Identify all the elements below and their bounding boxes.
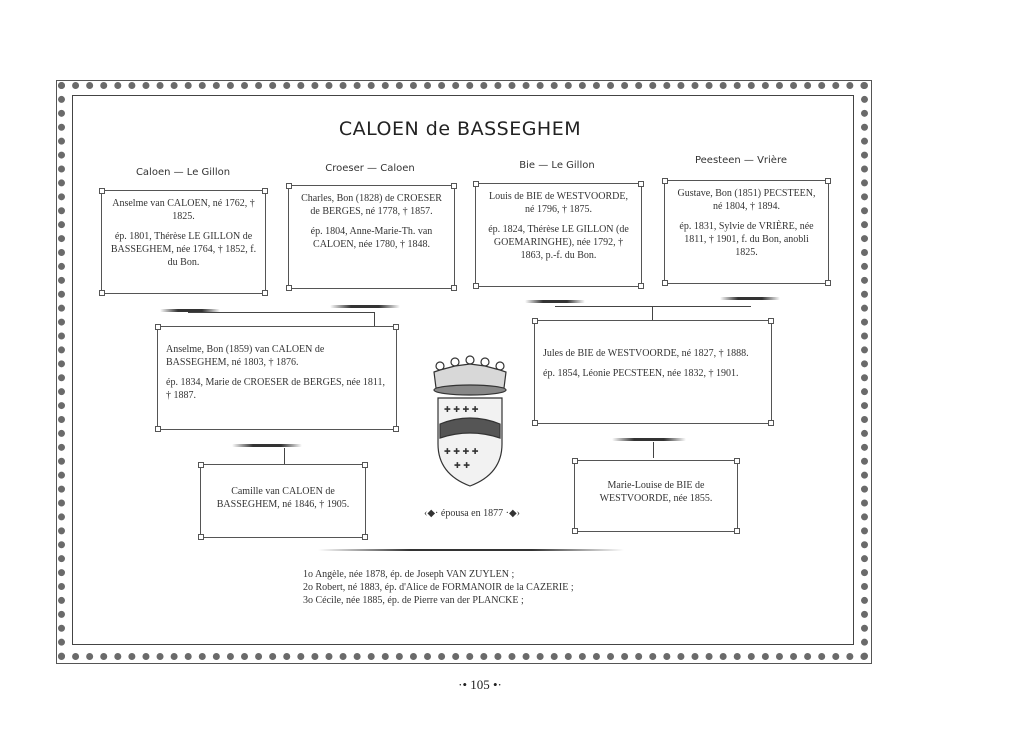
person-text: Louis de BIE de WESTVOORDE, né 1796, † 1875. [489, 191, 628, 215]
marriage-text: ép. 1831, Sylvie de VRIÈRE, née 1811, † 1901, f. du Bon, anobli 1825. [679, 221, 814, 258]
child-1: 1o Angèle, née 1878, ép. de Joseph VAN ZUYLEN ; [303, 569, 515, 580]
connector-line [653, 442, 654, 458]
connector-swoosh [232, 444, 302, 447]
column-heading-2: Croeser — Caloen [325, 163, 415, 174]
marriage-text: ép. 1824, Thérèse LE GILLON (de GOEMARINGHE), née 1792, † 1863, p.-f. du Bon. [488, 224, 629, 261]
connector-swoosh [330, 305, 400, 308]
person-text: Jules de BIE de WESTVOORDE, né 1827, † 1888. [543, 348, 749, 359]
ornament-icon: ·• [458, 677, 467, 692]
page-number [440, 677, 520, 693]
coat-of-arms-icon [420, 352, 520, 492]
connector-line [652, 306, 653, 320]
marriage-text: ép. 1854, Léonie PECSTEEN, née 1832, † 1901. [543, 368, 739, 379]
connector-line [555, 306, 751, 307]
connector-swoosh [720, 297, 780, 300]
connector-line [374, 312, 375, 326]
person-text: Anselme, Bon (1859) van CALOEN de BASSEGHEM, né 1803, † 1876. [166, 344, 325, 368]
page-number-text: 105 [470, 677, 490, 692]
person-box-pecsteen-vriere [664, 180, 829, 284]
marriage-text: ép. 1804, Anne-Marie-Th. van CALOEN, née 1780, † 1848. [310, 226, 433, 250]
svg-text:✚ ✚ ✚ ✚: ✚ ✚ ✚ ✚ [444, 405, 479, 414]
ornament-icon: ·◆› [505, 508, 520, 519]
epousa-text: épousa en 1877 [440, 508, 504, 519]
connector-swoosh [525, 300, 585, 303]
child-3: 3o Cécile, née 1885, ép. de Pierre van der PLANCKE ; [303, 595, 524, 606]
ornament-icon: ‹◆· [424, 508, 439, 519]
person-box-jules-bie [534, 320, 772, 424]
person-box-croeser-caloen [288, 185, 455, 289]
marriage-text: ép. 1801, Thérèse LE GILLON de BASSEGHEM, née 1764, † 1852, f. du Bon. [110, 231, 257, 268]
children-divider [318, 549, 624, 551]
svg-text:✚ ✚: ✚ ✚ [454, 461, 470, 470]
connector-swoosh [612, 438, 686, 441]
connector-line [284, 448, 285, 464]
person-box-camille-caloen [200, 464, 366, 538]
person-box-caloen-gillon [101, 190, 266, 294]
child-2: 2o Robert, né 1883, ép. d'Alice de FORMANOIR de la CAZERIE ; [303, 582, 574, 593]
person-text: Marie-Louise de BIE de WESTVOORDE, née 1855. [599, 480, 713, 504]
person-text: Charles, Bon (1828) de CROESER de BERGES, né 1778, † 1857. [301, 193, 442, 217]
children-list [303, 568, 574, 607]
person-box-marie-louise-bie [574, 460, 738, 532]
column-heading-4: Peesteen — Vrière [694, 155, 788, 166]
person-box-bie-gillon [475, 183, 642, 287]
person-text: Gustave, Bon (1851) PECSTEEN, né 1804, † 1894. [677, 188, 816, 212]
connector-line [188, 312, 374, 313]
ornament-icon: •· [493, 677, 502, 692]
column-heading-3: Bie — Le Gillon [519, 160, 595, 171]
column-heading-1: Caloen — Le Gillon [135, 167, 231, 178]
person-box-anselme-caloen [157, 326, 397, 430]
marriage-caption [402, 508, 542, 519]
svg-text:✚ ✚ ✚ ✚: ✚ ✚ ✚ ✚ [444, 447, 479, 456]
person-text: Camille van CALOEN de BASSEGHEM, né 1846, † 1905. [216, 486, 350, 510]
person-text: Anselme van CALOEN, né 1762, † 1825. [112, 198, 255, 222]
marriage-text: ép. 1834, Marie de CROESER de BERGES, née 1811, † 1887. [166, 377, 386, 401]
page-title: CALOEN de BASSEGHEM [338, 118, 582, 140]
